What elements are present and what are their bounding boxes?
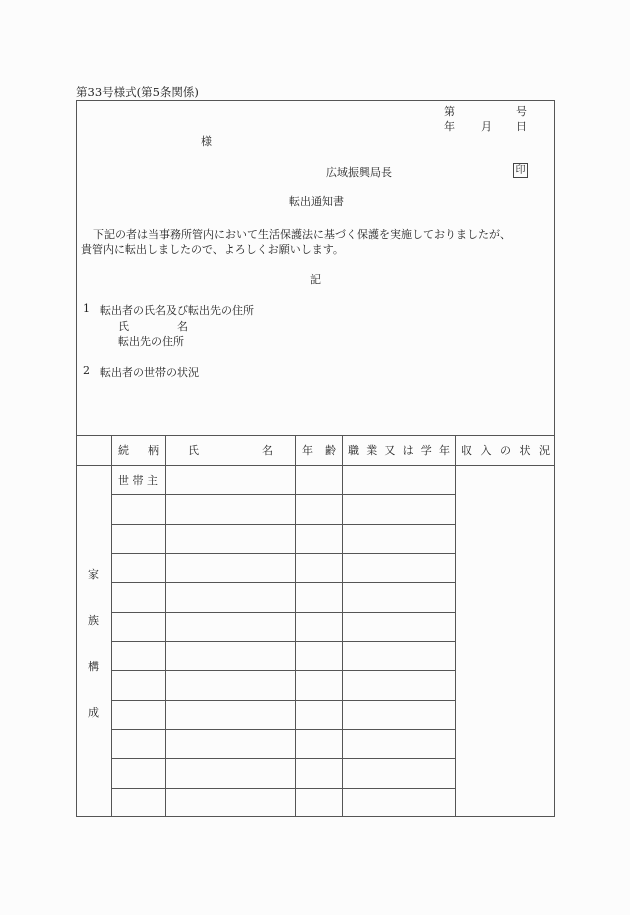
col-divider-5 — [455, 435, 456, 817]
header-income: 収 入 の 状 況 — [461, 444, 550, 457]
year-label: 年 — [444, 120, 455, 133]
section1-heading: 転出者の氏名及び転出先の住所 — [100, 304, 254, 317]
number-prefix: 第 — [444, 105, 455, 118]
side-label-char-1: 家 — [88, 568, 99, 581]
header-relation: 続 柄 — [118, 444, 159, 457]
table-row-divider — [111, 582, 455, 583]
col-divider-1 — [111, 435, 112, 817]
body-line-2: 貴管内に転出しましたので、よろしくお願いします。 — [81, 243, 344, 256]
table-row-divider — [111, 612, 455, 613]
sender-title: 広域振興局長 — [326, 166, 392, 179]
header-occupation: 職 業 又 は 学 年 — [348, 444, 450, 457]
ki-label: 記 — [310, 273, 321, 286]
document-title: 転出通知書 — [289, 195, 344, 208]
month-label: 月 — [481, 120, 492, 133]
col-divider-4 — [342, 435, 343, 817]
day-label: 日 — [516, 120, 527, 133]
table-row-divider — [111, 758, 455, 759]
section2-heading: 転出者の世帯の状況 — [100, 366, 199, 379]
table-top-border — [76, 435, 555, 436]
first-row-relation: 世 帯 主 — [118, 474, 158, 487]
header-bottom-border — [76, 465, 555, 466]
side-label-char-2: 族 — [88, 614, 99, 627]
name-label-second: 名 — [177, 320, 188, 333]
header-name: 氏 名 — [188, 444, 273, 457]
table-row-divider — [111, 788, 455, 789]
section1-number: 1 — [83, 302, 90, 315]
section2-number: 2 — [83, 364, 90, 377]
side-label-char-3: 構 — [88, 660, 99, 673]
table-row-divider — [111, 700, 455, 701]
form-label: 第33号様式(第5条関係) — [76, 85, 199, 99]
table-row-divider — [111, 553, 455, 554]
table-row-divider — [111, 670, 455, 671]
col-divider-3 — [295, 435, 296, 817]
address-label: 転出先の住所 — [118, 335, 184, 348]
name-label-first: 氏 — [118, 320, 129, 333]
table-row-divider — [111, 524, 455, 525]
addressee-suffix: 様 — [201, 135, 212, 148]
body-line-1: 下記の者は当事務所管内において生活保護法に基づく保護を実施しておりましたが、 — [93, 228, 511, 241]
col-divider-2 — [165, 435, 166, 817]
table-row-divider — [111, 641, 455, 642]
table-row-divider — [111, 729, 455, 730]
header-age: 年 齢 — [302, 444, 336, 457]
table-row-divider — [111, 494, 455, 495]
side-label-char-4: 成 — [88, 706, 99, 719]
seal-mark: 印 — [513, 163, 528, 178]
number-suffix: 号 — [516, 105, 527, 118]
